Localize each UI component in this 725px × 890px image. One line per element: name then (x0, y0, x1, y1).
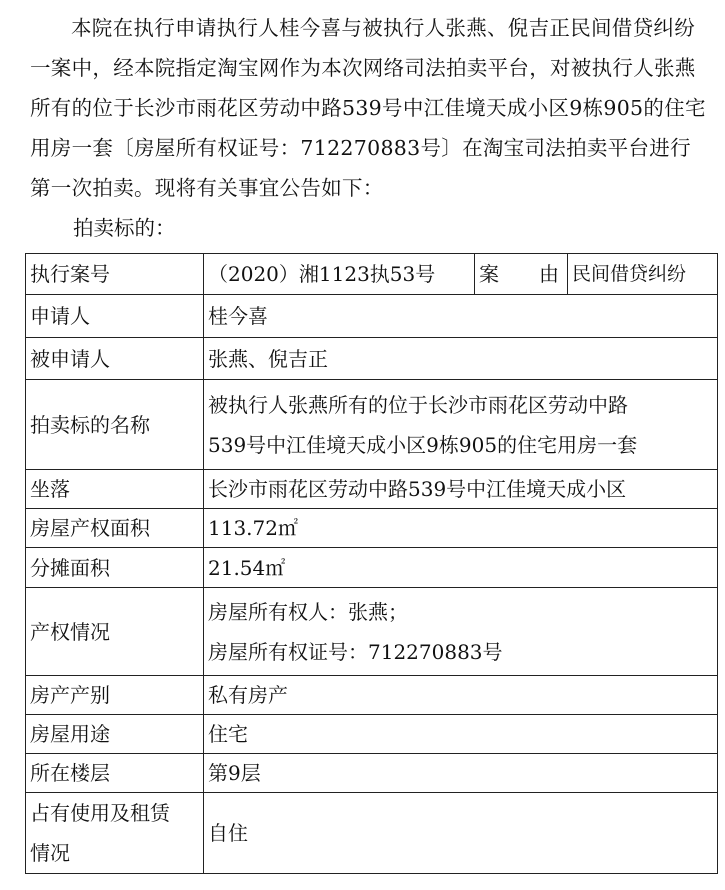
intro-paragraph: 本院在执行申请执行人桂今喜与被执行人张燕、倪吉正民间借贷纠纷一案中，经本院指定淘宝网作为本次网络司法拍卖平台，对被执行人张燕所有的位于长沙市雨花区劳动中路539号中江佳境天成小区9栋905的住宅用房一套〔房屋所有权证号：712270883号〕在淘宝司法拍卖平台进行第一次拍卖。现将有关事宜公告如下： (30, 16, 706, 200)
table-row (26, 548, 718, 588)
table-row (26, 254, 718, 295)
area-label: 房屋产权面积 (26, 509, 204, 548)
shared-area-value: 21.54㎡ (204, 548, 718, 588)
property-type-value: 私有房产 (204, 676, 718, 715)
applicant-label: 申请人 (26, 295, 204, 338)
table-row (26, 715, 718, 754)
ownership-value (204, 588, 718, 676)
auction-object-heading: 拍卖标的： (73, 216, 176, 240)
ownership-owner: 房屋所有权人：张燕； (208, 599, 408, 624)
ownership-label: 产权情况 (26, 588, 204, 676)
location-label: 坐落 (26, 470, 204, 509)
occupancy-label (26, 793, 204, 874)
occupancy-value: 自住 (204, 793, 718, 874)
table-row (26, 470, 718, 509)
usage-value: 住宅 (204, 715, 718, 754)
cause-label: 案 由 (475, 254, 568, 295)
object-name-line-2: 539号中江佳境天成小区9栋905的住宅用房一套 (208, 432, 638, 457)
table-row (26, 754, 718, 793)
table-row (26, 676, 718, 715)
table-row (26, 295, 718, 338)
auction-info-table (25, 253, 718, 874)
respondent-value: 张燕、倪吉正 (204, 338, 718, 380)
applicant-value: 桂今喜 (204, 295, 718, 338)
table-row (26, 793, 718, 874)
table-row (26, 509, 718, 548)
area-value: 113.72㎡ (204, 509, 718, 548)
case-no-value: （2020）湘1123执53号 (204, 254, 475, 295)
table-row (26, 338, 718, 380)
object-name-value (204, 380, 718, 470)
floor-value: 第9层 (204, 754, 718, 793)
floor-label: 所在楼层 (26, 754, 204, 793)
usage-label: 房屋用途 (26, 715, 204, 754)
occupancy-label-line-2: 情况 (30, 841, 70, 865)
respondent-label: 被申请人 (26, 338, 204, 380)
object-name-line-1: 被执行人张燕所有的位于长沙市雨花区劳动中路 (208, 392, 628, 417)
location-value: 长沙市雨花区劳动中路539号中江佳境天成小区 (204, 470, 718, 509)
object-name-label: 拍卖标的名称 (26, 380, 204, 470)
occupancy-label-line-1: 占有使用及租赁 (30, 801, 170, 825)
shared-area-label: 分摊面积 (26, 548, 204, 588)
ownership-cert-no: 房屋所有权证号：712270883号 (208, 639, 503, 664)
case-no-label: 执行案号 (26, 254, 204, 295)
cause-value: 民间借贷纠纷 (568, 254, 718, 295)
property-type-label: 房产产别 (26, 676, 204, 715)
table-row (26, 380, 718, 470)
table-row (26, 588, 718, 676)
